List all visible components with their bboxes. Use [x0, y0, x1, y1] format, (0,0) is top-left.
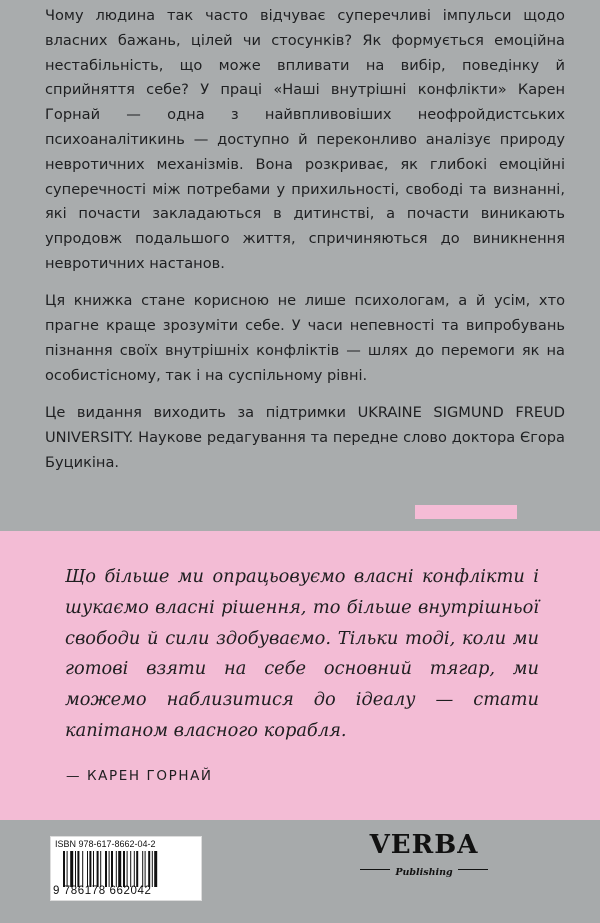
publisher-name: VERBA — [369, 830, 479, 860]
publisher-sub: Publishing — [395, 867, 453, 878]
barcode-bars-icon — [63, 851, 191, 887]
description-paragraph-2: Ця книжка стане корисною не лише психологам, а й усім, хто прагне краще зрозуміти себе. У часи непевності та випробувань пізнання своїх внутрішніх конфліктів — шлях до перемоги як на особистісному, так і на суспільному рівні. — [45, 292, 565, 384]
isbn-label: ISBN 978-617-8662-04-2 — [55, 839, 156, 849]
publisher-logo — [356, 830, 492, 884]
barcode — [50, 836, 202, 901]
book-description — [45, 4, 565, 488]
logo-rule-left — [360, 869, 390, 870]
description-paragraph-1: Чому людина так часто відчуває суперечливі імпульси щодо власних бажань, цілей чи стосунків? Як формується емоційна нестабільність, що може впливати на вибір, поведінку й сприйняття себе? У праці «Наші внутрішні конфлікти» Карен Горнай — одна з найвпливовіших неофройдистських психоаналітикинь — доступно й переконливо аналізує природу невротичних механізмів. Вона розкриває, як глибокі емоційні суперечності між потребами у прихильності, свободі та визнанні, які почасти закладаються в дитинстві, а почасти виникають упродовж подальшого життя, спричиняються до виникнення невротичних настанов. — [45, 7, 565, 272]
quote-author: — КАРЕН ГОРНАЙ — [66, 768, 213, 784]
pink-accent-bar — [415, 505, 517, 519]
ean-number: 9 786178 662042 — [53, 885, 152, 897]
author-quote — [65, 562, 539, 747]
quote-text: Що більше ми опрацьовуємо власні конфлікти і шукаємо власні рішення, то більше внутрішньої свободи й сили здобуваємо. Тільки тоді, коли ми готові взяти на себе основний тягар, ми можемо наблизитися до ідеалу — стати капітаном власного корабля. — [65, 566, 539, 741]
description-paragraph-3: Це видання виходить за підтримки UKRAINE SIGMUND FREUD UNIVERSITY. Наукове редагування та передне слово доктора Єгора Буцикіна. — [45, 403, 565, 471]
logo-rule-right — [458, 869, 488, 870]
